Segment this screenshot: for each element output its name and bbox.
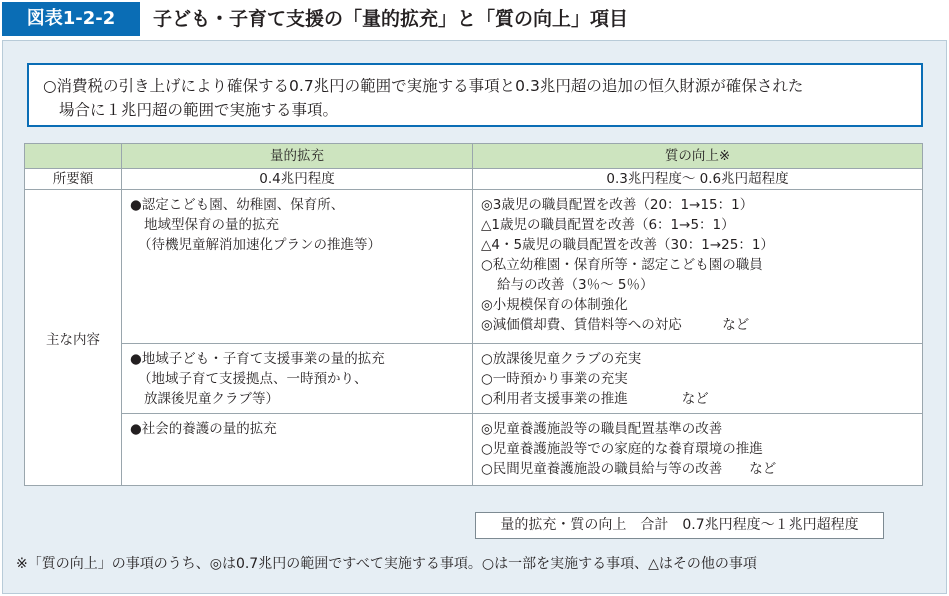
quantity-line: ●地域子ども・子育て支援事業の量的拡充 <box>130 351 385 367</box>
quantity-cell <box>122 344 473 414</box>
figure-label: 図表1-2-2 <box>2 2 140 36</box>
amount-label: 所要額 <box>25 169 122 190</box>
amount-row <box>25 169 923 190</box>
amount-quality: 0.3兆円程度～ 0.6兆円超程度 <box>473 169 923 190</box>
quantity-line: ●認定こども園、幼稚園、保育所、 <box>130 197 345 213</box>
header-quality-label: 質の向上※ <box>664 148 731 164</box>
quality-line: △1歳児の職員配置を改善（6：1→5：1） <box>481 217 735 233</box>
quality-line: ◎減価償却費、賃借料等への対応 など <box>481 317 750 333</box>
quality-line: 給与の改善（3％～ 5％） <box>497 277 654 293</box>
header-empty <box>25 144 122 169</box>
figure-title: 子ども・子育て支援の「量的拡充」と「質の向上」項目 <box>153 8 629 30</box>
amount-quantity: 0.4兆円程度 <box>122 169 473 190</box>
quality-line: ○放課後児童クラブの充実 <box>481 351 642 367</box>
quality-line: ○一時預かり事業の充実 <box>481 371 628 387</box>
quality-line: ◎3歳児の職員配置を改善（20：1→15：1） <box>481 197 754 213</box>
quality-line: ○私立幼稚園・保育所等・認定こども園の職員 <box>481 257 763 273</box>
quantity-line: 地域型保育の量的拡充 <box>144 217 279 233</box>
quality-line: △4・5歳児の職員配置を改善（30：1→25：1） <box>481 237 774 253</box>
quantity-cell <box>122 414 473 486</box>
quantity-line: （待機児童解消加速化プランの推進等） <box>138 237 381 253</box>
content-label: 主な内容 <box>25 190 122 486</box>
quantity-line: ●社会的養護の量的拡充 <box>130 421 277 437</box>
table-row <box>25 414 923 486</box>
footnote: ※「質の向上」の事項のうち、◎は0.7兆円の範囲ですべて実施する事項。○は一部を実施する事項、△はその他の事項 <box>16 556 757 572</box>
intro-line: ○消費税の引き上げにより確保する0.7兆円の範囲で実施する事項と0.3兆円超の追加の恒久財源が確保された <box>43 77 804 95</box>
table-row <box>25 344 923 414</box>
items-table <box>24 143 923 486</box>
quality-line: ◎児童養護施設等の職員配置基準の改善 <box>481 421 723 437</box>
intro-line: 場合に１兆円超の範囲で実施する事項。 <box>59 101 339 119</box>
total-box: 量的拡充・質の向上 合計 0.7兆円程度～１兆円超程度 <box>475 512 884 539</box>
quantity-line: 放課後児童クラブ等） <box>144 391 279 407</box>
header-quantity: 量的拡充 <box>122 144 473 169</box>
table-header-row <box>25 144 923 169</box>
quality-cell <box>473 344 923 414</box>
header-quality <box>473 144 923 169</box>
quantity-line: （地域子育て支援拠点、一時預かり、 <box>138 371 368 387</box>
intro-box <box>27 63 923 127</box>
table-row <box>25 190 923 344</box>
quantity-cell <box>122 190 473 344</box>
quality-cell <box>473 190 923 344</box>
quality-line: ◎小規模保育の体制強化 <box>481 297 628 313</box>
quality-line: ○児童養護施設等での家庭的な養育環境の推進 <box>481 441 763 457</box>
figure-header <box>0 0 949 38</box>
quality-cell <box>473 414 923 486</box>
quality-line: ○民間児童養護施設の職員給与等の改善 など <box>481 461 777 477</box>
quality-line: ○利用者支援事業の推進 など <box>481 391 709 407</box>
